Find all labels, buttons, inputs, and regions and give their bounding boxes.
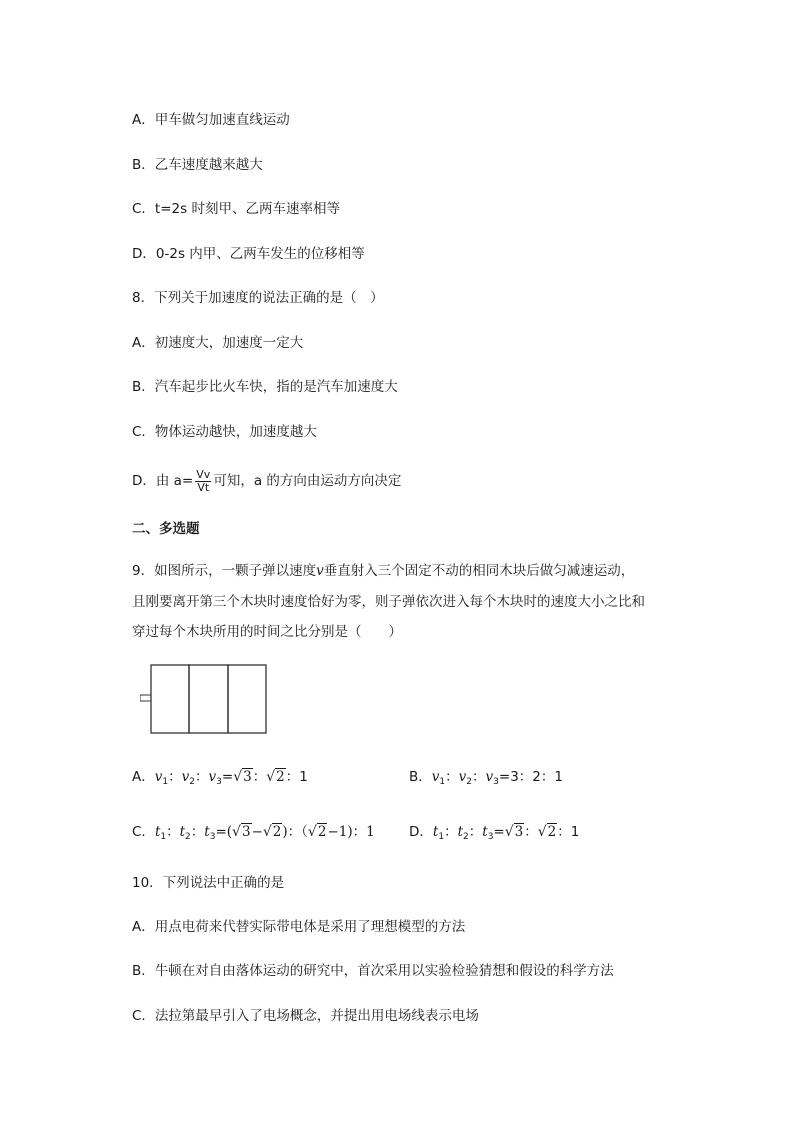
- q8-option-d: [132, 466, 401, 496]
- sub: 1: [160, 832, 167, 842]
- var-t: t: [179, 824, 186, 840]
- minus-one: −1: [327, 824, 348, 840]
- equals: =: [493, 824, 505, 840]
- sub: 1: [439, 777, 446, 787]
- acceleration-fraction: [195, 469, 211, 494]
- sub: 3: [209, 832, 216, 842]
- equals: =: [221, 769, 234, 785]
- wooden-block-1: [151, 665, 189, 733]
- tail: ：1: [557, 824, 580, 840]
- wooden-block-2: [189, 665, 228, 733]
- sub: 3: [493, 777, 499, 787]
- q10-stem: 10．下列说法中正确的是: [132, 875, 285, 891]
- q9-option-c: [132, 822, 375, 847]
- fraction-denominator: Vt: [197, 480, 210, 494]
- q9-option-a: [132, 767, 308, 792]
- q8-stem: 8．下列关于加速度的说法正确的是（ ）: [132, 290, 384, 306]
- sqrt-2: √2: [262, 824, 282, 840]
- var-t: t: [154, 824, 161, 840]
- sqrt-3: √3: [504, 824, 524, 840]
- option-c-label: C．: [132, 824, 155, 840]
- sep: ：: [166, 824, 180, 840]
- q7-option-c: C．t=2s 时刻甲、乙两车速率相等: [132, 201, 340, 217]
- fraction-numerator: Vv: [196, 467, 211, 481]
- option-d-label: D．: [409, 824, 433, 840]
- var-v: v: [208, 769, 217, 785]
- minus: −: [251, 824, 263, 840]
- sqrt-2: √2: [266, 769, 285, 785]
- section-heading-multiple-choice: 二、多选题: [132, 521, 200, 537]
- tail: ：1: [285, 769, 308, 785]
- sep: ：: [444, 824, 458, 840]
- q9-option-b: [409, 767, 563, 792]
- wooden-block-3: [228, 665, 266, 733]
- q9-stem-line-3: 穿过每个木块所用的时间之比分别是（ ）: [132, 624, 402, 640]
- sqrt-3: √3: [232, 824, 251, 840]
- q8-d-prefix: D．由 a=: [132, 473, 194, 489]
- var-v: v: [431, 769, 440, 785]
- sqrt-2: √2: [307, 824, 327, 840]
- paren-close: )：: [347, 824, 367, 840]
- var-t: t: [482, 824, 488, 840]
- sep: ：: [445, 769, 459, 785]
- sub: 1: [162, 777, 169, 787]
- one: 1: [366, 824, 375, 840]
- sqrt-3: √3: [233, 769, 252, 785]
- option-b-label: B．: [409, 769, 432, 785]
- sub: 3: [487, 832, 494, 842]
- q8-option-c: C．物体运动越快，加速度越大: [132, 424, 317, 440]
- q9-stem-post: 垂直射入三个固定不动的相同木块后做匀减速运动，: [323, 563, 635, 579]
- q8-d-suffix: 可知，a 的方向由运动方向决定: [213, 473, 402, 489]
- bullet: [140, 695, 151, 701]
- q7-option-b: B．乙车速度越来越大: [132, 157, 263, 173]
- q9-stem-line-1: [132, 561, 634, 581]
- q7-option-d: D．0-2s 内甲、乙两车发生的位移相等: [132, 246, 365, 262]
- sub: 2: [466, 777, 473, 787]
- sep: ：: [524, 824, 538, 840]
- paren: （: [301, 824, 308, 840]
- sep: ：: [190, 824, 205, 840]
- sep: ：: [168, 769, 182, 785]
- var-v: v: [458, 769, 467, 785]
- q10-option-c: C．法拉第最早引入了电场概念，并提出用电场线表示电场: [132, 1008, 479, 1024]
- sub: 2: [189, 777, 195, 787]
- velocity-symbol: v: [316, 563, 324, 579]
- var-t: t: [432, 824, 439, 840]
- sub: 1: [438, 832, 445, 842]
- sub: 3: [216, 777, 222, 787]
- var-t: t: [204, 824, 210, 840]
- sqrt-2: √2: [537, 824, 557, 840]
- var-t: t: [457, 824, 464, 840]
- paren-close: )：: [282, 824, 302, 840]
- var-v: v: [154, 769, 163, 785]
- q9-stem-pre: 9．如图所示，一颗子弹以速度: [132, 563, 317, 579]
- sep: ：: [468, 824, 483, 840]
- q10-option-a: A．用点电荷来代替实际带电体是采用了理想模型的方法: [132, 919, 466, 935]
- q10-option-b: B．牛顿在对自由落体运动的研究中，首次采用以实验检验猜想和假设的科学方法: [132, 963, 614, 979]
- q8-option-b: B．汽车起步比火车快，指的是汽车加速度大: [132, 379, 398, 395]
- sep: ：: [252, 769, 267, 785]
- paren: (: [226, 824, 233, 840]
- three-wooden-blocks-figure: [140, 664, 268, 736]
- sub: 2: [463, 832, 469, 842]
- sep: ：: [472, 769, 486, 785]
- values: =3：2：1: [498, 769, 563, 785]
- q7-option-a: A．甲车做匀加速直线运动: [132, 112, 290, 128]
- option-a-label: A．: [132, 769, 155, 785]
- var-v: v: [181, 769, 190, 785]
- var-v: v: [485, 769, 494, 785]
- sub: 2: [185, 832, 191, 842]
- q8-option-a: A．初速度大，加速度一定大: [132, 335, 304, 351]
- q9-stem-line-2: 且刚要离开第三个木块时速度恰好为零，则子弹依次进入每个木块时的速度大小之比和: [132, 594, 645, 610]
- sep: ：: [195, 769, 209, 785]
- equals: =: [215, 824, 227, 840]
- q9-option-d: [409, 822, 579, 847]
